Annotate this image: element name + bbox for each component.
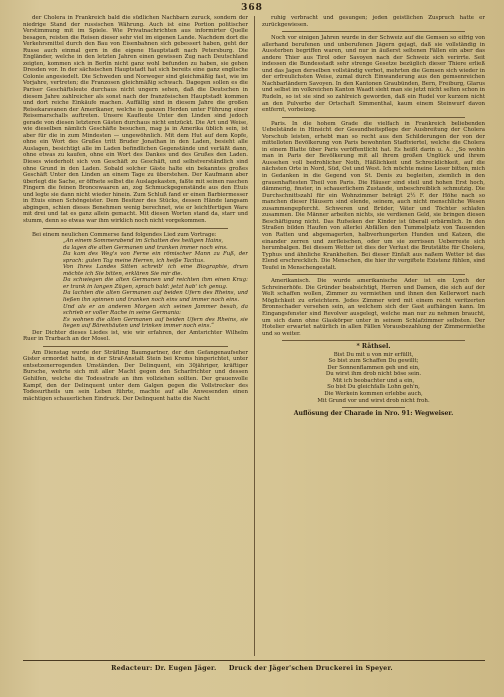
- editor-credit: Redacteur: Dr. Eugen Jäger.: [111, 664, 217, 672]
- article-separator: [282, 117, 465, 118]
- article-separator: [342, 407, 405, 408]
- article-separator: [282, 274, 465, 275]
- poem-line: da lagen die alten Germanen und tranken immer noch eins.: [63, 244, 228, 251]
- poem-line: Da kam des Weg's von Ferne ein römischer Mann zu Fuß, der sprach: guten Tag meine Herren, ich heiße Tacitus.: [63, 251, 248, 264]
- article-paragraph: Noch vor einigen Jahren wurde in der Schweiz auf die Gemsen so eifrig von allerhand berufenen und unberufenen Jägern gejagt, daß sie vollständig in Aussterben begriffen waren, und nur in äußerst seltenen Fällen ein aber das andere Thier aus Tirol oder Savoyen nach der Schweiz sich verirrte. Seit indessen die Bundesstadt sehr strenge Gesetze bezüglich dieser Thiere erließ und das Jagen derselben vollständig verbot, mehrten die Gemsen sich wieder in der erfreulichsten Weise, zumal durch Einwanderung aus den gemsenreichen Nachbarländern Savoyen. In den Kantonen Graubünden, Bern, Freiburg, Glarus und selbst im volkreichen Kanton Waadt sieht man sie jetzt nicht selten schon in Rudeln, so ist sie sind so zahlreich geworden, daß ein Rudel vor kurzem nicht an den Pulverbe der Ortschaft Simmenthal, kaum einem Steinwurf davon entfernt, vorbeizog.: [262, 35, 485, 114]
- riddle-line: So bist Du gleichfalls Lohn geh'n,: [327, 384, 420, 391]
- column-divider: [254, 16, 255, 656]
- article-paragraph: Am Dienstag wurde der Sträfling Baumgartner, der den Gefangenaufseher Gister ermordet hatte, in der Straf-Anstalt Stein bei Krems hingerichtet, unter entsetzenerregenden Umständen. Der Delinquent, ein 30jähriger, kräftiger Bursche, wehrte sich mit aller Macht gegen den Scharfrichter und dessen Gehilfen, welche die Todesstrafe an ihm vollziehen sollten. Der grauenvolle Kampf, den der Delinquent unter dem Galgen gegen die Vollstrecker des Todesurtheils um sein Leben führte, machte auf alle Anwesenden einen mächtigen schauerlichen Eindruck. Der Delinquent hatte die Nacht: [23, 349, 248, 402]
- left-column: [23, 15, 248, 657]
- page-number: 368: [241, 3, 263, 13]
- article-paragraph: Paris. In die hohem Grade die vielfach in Frankreich beliebenden Uebelstände in Hinsicht der Gesundheitspflege der Ausbreitung der Cholera Vorschub leisten, erhebt man so recht aus den Schilderungen der von der mittelloten Bevölkerung von Paris bewohnten Stadtviertel, welche die Cholera in einem Blatte über Paris veröffentlicht hat. Es heißt darin u. A.: „So wohin man in Paris der Bevölkerung mit all ihrem großen Unglück und ihrem Aussehen voll bedrohlicher Noth, Häßlichkeit und Schrecklichkeit, auf die nächsten Orte in Nord, Süd, Ost und West. Ich möchte meine Leser bitten, mich in Gedanken in die Gegend von St. Denis zu begleiten, ziemlich in den grauenhaftesten Theil von Paris. Die Häuser sind steil und hohen Erst hoch, dämmerig, finster, in schauerlichem Zustande, unbeschreiblich schmutzig. Die Durchschnittszahl für ein Wohnzimmer beträgt 2½ F. der Höhe nach so manchen dieser Häusern sind elende, seinem, auch nicht menschliche Wesen zusammengepfercht. Schweren und Brüder, Väter und Töchter schlafen zusammen. Die Männer arbeiten nichts, sie verdienen Geld, sie bringen diesen Beschäftigung nicht. Das Rufseken der Kinder ist überall erbärmlich. In den Straßen bilden Haufen von allerlei Abfällen den Tummelplatz von Tausenden von Ratten und abgemagerten, halbverhungerten Hunden und Katzen, die einander zerren und zerfleischen, oder um sie zerrissen Ueberreste sich herumbalgen. Bei diesem Wetter ist dies der Verlust die Brutstätte für Cholera, Typhus und ähnliche Krankheiten. Bei dieser Einfalt aus naßem Wetter ist das Elend erschrecklich. Die Menschen, die hier ihr vergiftete Existenz fühlen, sind Teufel in Menschengestalt.: [262, 120, 485, 271]
- poem-line: „An einem Sommerabend im Schatten des heiligen Hains,: [63, 238, 224, 245]
- riddle-line: Die Werkein kommen erlebbe auch,: [324, 390, 423, 397]
- article-separator: [282, 340, 465, 341]
- riddle-line: Mit ich beobachter und a ein,: [332, 377, 415, 384]
- poem-line: Von Ihres Landes Sitten schreib' ich eine Biographie, drum möchte ich Sie bitten, erklären Sie mir die.: [63, 264, 248, 277]
- riddle-heading: * Räthsel.: [356, 343, 391, 351]
- riddle-line: So bist zum Schaffen Du gewillt;: [328, 358, 419, 365]
- article-separator: [43, 346, 228, 347]
- riddle-line: Der Sonnenflammen geh und ein,: [327, 364, 420, 371]
- article-heading: Bei einem neulichen Commerse fand folgendes Lied zum Vortrage:: [32, 231, 217, 238]
- article-paragraph: Der Dichter dieses Liedes ist, wie wir erfahren, der Amtsrichter Wilhelm Ruer in Trarbach an der Mosel.: [23, 329, 248, 343]
- poem-line: Da schwiegen die alten Germanen und reichten ihm einen Krug: er trank in langen Zügen, sprach bald: jetzt hab' ich genug.: [63, 277, 248, 290]
- right-column: [262, 15, 485, 657]
- article-separator: [43, 228, 228, 229]
- poem-line: Und als er an anderen Morgen sich seinen Jammer besah, da schrieb er voller Rache in seine Germania:: [63, 303, 248, 317]
- poem-line: Es wohnen die alten Germanen auf beiden Ufern des Rheins, sie liegen auf Bärenhäuten und trinken immer noch eins.“: [63, 316, 248, 330]
- riddle-line: Bist Du mit u von mir erfüllt,: [333, 351, 414, 358]
- riddle-line: Mit Grund vor und wirst drob nicht froh.: [317, 397, 430, 404]
- riddle-solution: Auflösung der Charade in Nro. 91: Wegweiser.: [293, 410, 454, 418]
- footer-rule: [23, 660, 485, 661]
- footer: [0, 664, 504, 672]
- poem-line: Da lachten die alten Germanen auf beiden Ufern des Rheins, und ließen ihn spinnen und tranken noch eins und immer noch eins.: [63, 290, 248, 303]
- article-separator: [282, 31, 465, 32]
- article-paragraph: Amerikanisch. Die wurde amerikanische Ader ist ein Lynch der Schreinerhöfe. Die Gründer beabsichtigt, Herren und Damen, die sich auf der Welt schaffen wollen, Zimmer zu vermiethen und ihnen den Kellerwort nach Möglichkeit zu erleichtern. Jedes Zimmer wird mit einem recht veritzerten Bronnschader versehen sein, an welchem sich der Gast aufhängen kann. Im Eingangsfenster sind Revolver ausgelegt, welche man nur zu nehmen braucht, um sich dann ohne Glaskörper unter in seinem Schlafzimmer selbsten. Der Hotelier erwartet natürlich in allen Fällen Vorausbezahlung der Zimmermiethe und so weiter.: [262, 278, 485, 337]
- printer-credit: Druck der Jäger'schen Druckerei in Speyer.: [228, 664, 393, 672]
- article-paragraph: der Cholera in Frankreich bald die südlichen Nachbarn zuruck, sondern der niedrige Stand der russischen Währung. Auch ist eine Portion politischer Verstimmung mit im Spiele. Wie Privatnachrichten aus informirter Quelle besagen, reisten die Reisen dieser sehr viel im eigenen Lande. Nachdem dort die Verkehrsmittel durch den Bau von Eisenbahnen sich gebessert haben, geht der Russe auch einmal gern in die eigene Hauptstadt nach Petersburg. Die Engländer, welche in den letzten Jahren einen gewissen Zug nach Deutschland zeigten, kommen sich in Berlin nicht ganz wohl befunden zu haben, sie gehen Dresden vor. In der sächsischen Hauptstadt hat sich bereits eine ganz englische Colonie angesiedelt. Die Schweden und Norweger sind gleichmäßig fast, wie im Vorjahre, vertreten; die Franzosen gleichmäßig schwach. Dagegen sollen es die Pariser Geschäftsleute durchaus nicht ungern sehen, daß die Deutschen in diesem Jahre zahlreicher als sonst nach der französischen Hauptstadt kommen und dort reiche Einkäufe machen. Auffällig sind in diesem Jahre die großen Reisekaravanen der Amerikaner, welche in ganzen Herden unter Führung einer Reisemarschalls auftreten. Unsere Kaufleute Unter den Linden sind jedoch gerade von diesen letzteren Gästen durchaus nicht entzückt. Die Art und Weise, wie dieselben nämlich Geschäfte besuchen, mag ja in Amerika üblich sein, ist aber für die in zum Mindesten — ungewöhnlich. Mit dem Hut auf dem Kopfe, ohne ein Wort des Grußes tritt Bruder Jonathan in den Laden, besieht alle Auslagen, besichtigt alle im Laden befindlichen Gegenstände und verläßt dann, ohne etwas zu kaufen, ohne ein Wort des Dankes und des Grußes den Laden. Dieses wiederholt sich von Geschäft zu Geschäft, und selbstverständlich sind ohne Grund in den Laden. Sobald solcher Gäste halte ein bekanntes großes Geschäft Unter den Linden an einem Tage zu überstehen. Der Kaufmann aber überlegt die Sache, er öffnete selbst die Auslagekasten, faßte mit seinen raschen Fingern die feinen Broncewaaren an, zog Schmuckgegenstände aus den Etuis und legte sie dann nicht wieder hinein. Zum Schluß fand er einen Barbiermesser in Etuis einen Schöngeister. Dem Besitzer des Stücks, dessen Hände langsam abgingen, schien dieses Benehmen wenig berechnet, wie er leichtfertigen Ware mit drei und tat es ganz allein gemacht. Mit diesen Worten stand da, starr und stumm, denn so etwas war ihm wirklich noch nicht vorgekommen.: [23, 15, 248, 224]
- article-paragraph: ruhig verbracht und gesungen; jeden geistlichen Zuspruch hatte er zurückgewiesen.: [262, 15, 485, 28]
- riddle-line: Du wirst ihm drob nicht böse sein.: [325, 371, 422, 378]
